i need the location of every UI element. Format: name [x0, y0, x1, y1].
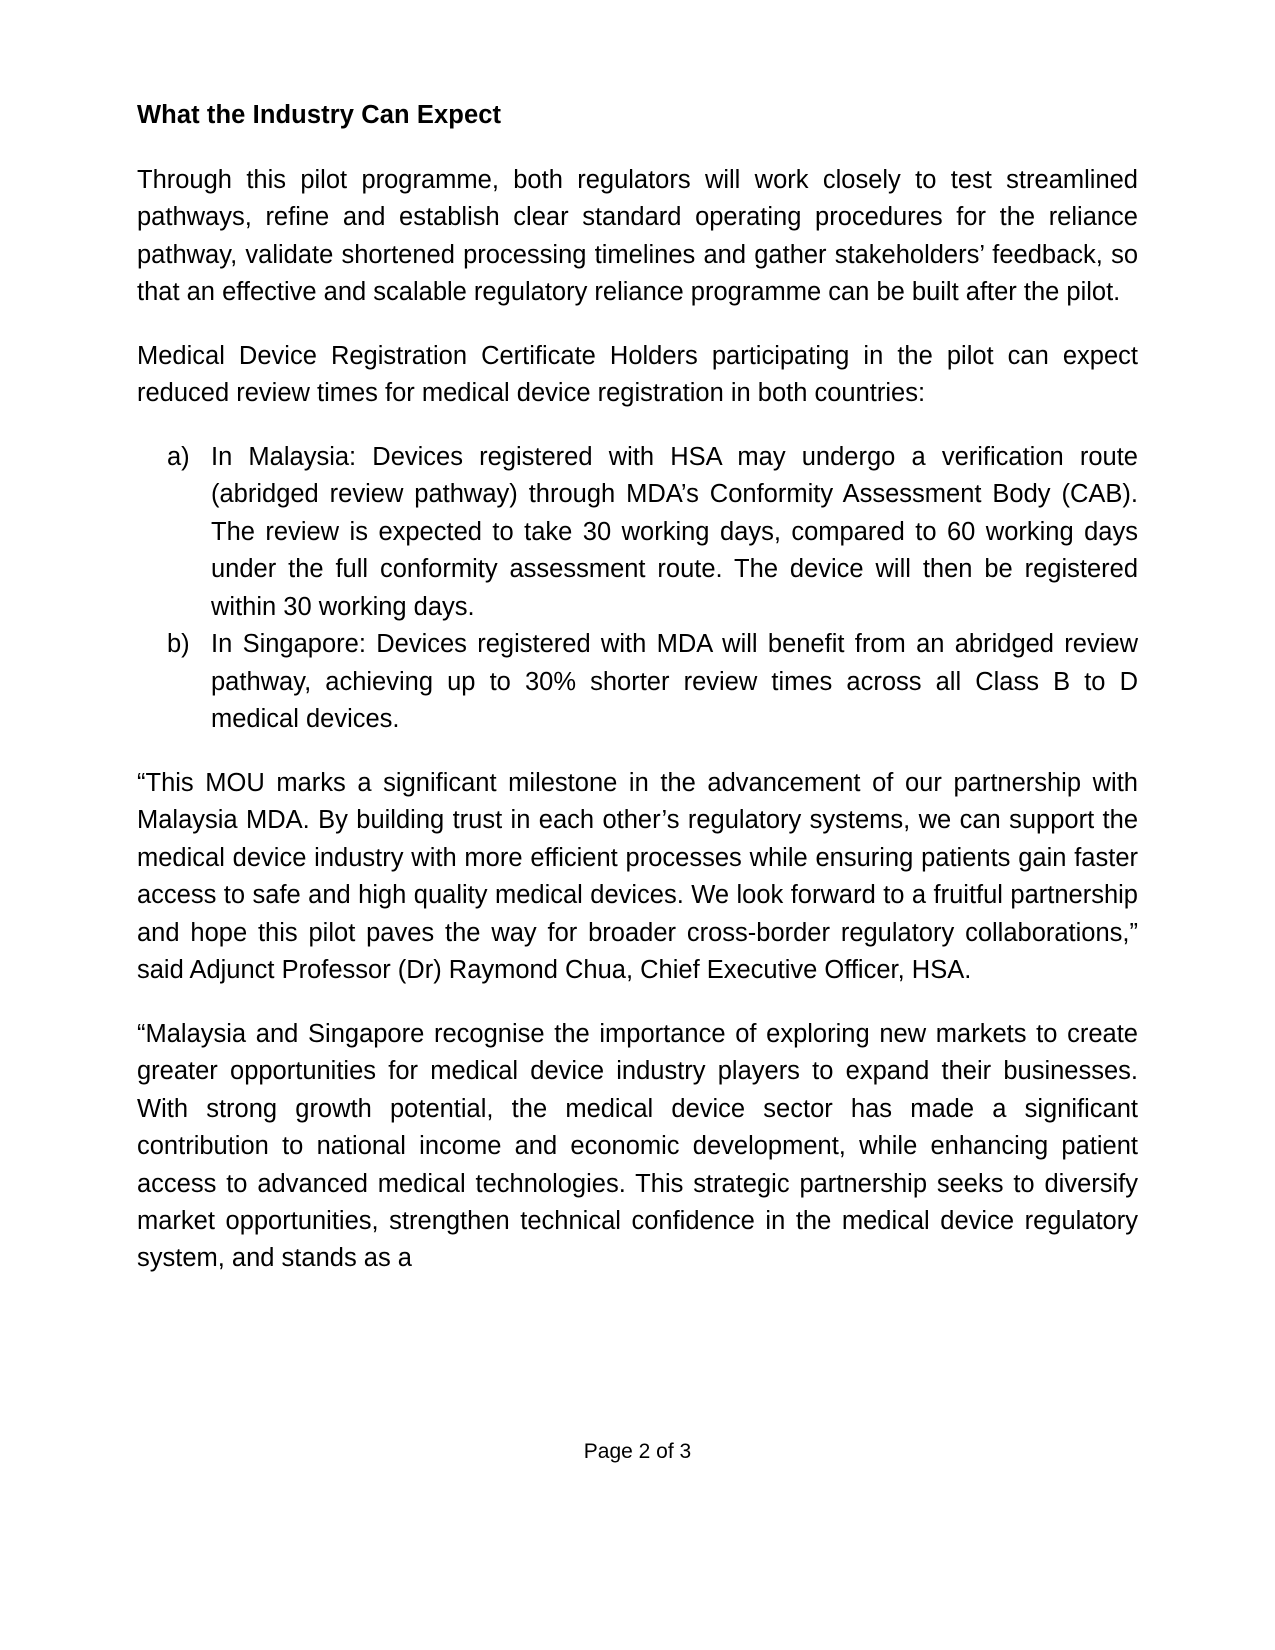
- list-item: [137, 439, 1138, 626]
- list-item-marker: a): [167, 442, 190, 471]
- paragraph-certificate-holders: Medical Device Registration Certificate Holders participating in the pilot can expect reduced review times for medical device registration in both countries:: [137, 341, 1138, 408]
- list-item-text: In Singapore: Devices registered with MDA will benefit from an abridged review pathway, achieving up to 30% shorter review times across all Class B to D medical devices.: [211, 630, 1138, 734]
- quote-hsa-ceo: “This MOU marks a significant milestone in the advancement of our partnership with Malaysia MDA. By building trust in each other’s regulatory systems, we can support the medical device industry with more efficient processes while ensuring patients gain faster access to safe and high quality medical devices. We look forward to a fruitful partnership and hope this pilot paves the way for broader cross-border regulatory collaborations,” said Adjunct Professor (Dr) Raymond Chua, Chief Executive Officer, HSA.: [137, 768, 1138, 985]
- page-title: What the Industry Can Expect: [137, 101, 502, 129]
- list-item-marker: b): [167, 630, 190, 659]
- reduced-review-times-list: [137, 439, 1138, 739]
- page-footer: Page 2 of 3: [583, 1439, 692, 1463]
- paragraph-industry-expectations: Through this pilot programme, both regulators will work closely to test streamlined pathways, refine and establish clear standard operating procedures for the reliance pathway, validate shortened processing timelines and gather stakeholders’ feedback, so that an effective and scalable regulatory reliance programme can be built after the pilot.: [137, 165, 1138, 307]
- list-item: [137, 626, 1138, 738]
- quote-malaysia-singapore: “Malaysia and Singapore recognise the importance of exploring new markets to create greater opportunities for medical device industry players to expand their businesses. With strong growth potential, the medical device sector has made a significant contribution to national income and economic development, while enhancing patient access to advanced medical technologies. This strategic partnership seeks to diversify market opportunities, strengthen technical confidence in the medical device regulatory system, and stands as a: [137, 1019, 1138, 1273]
- list-item-text: In Malaysia: Devices registered with HSA may undergo a verification route (abridged review pathway) through MDA’s Conformity Assessment Body (CAB). The review is expected to take 30 working days, compared to 60 working days under the full conformity assessment route. The device will then be registered within 30 working days.: [211, 442, 1138, 621]
